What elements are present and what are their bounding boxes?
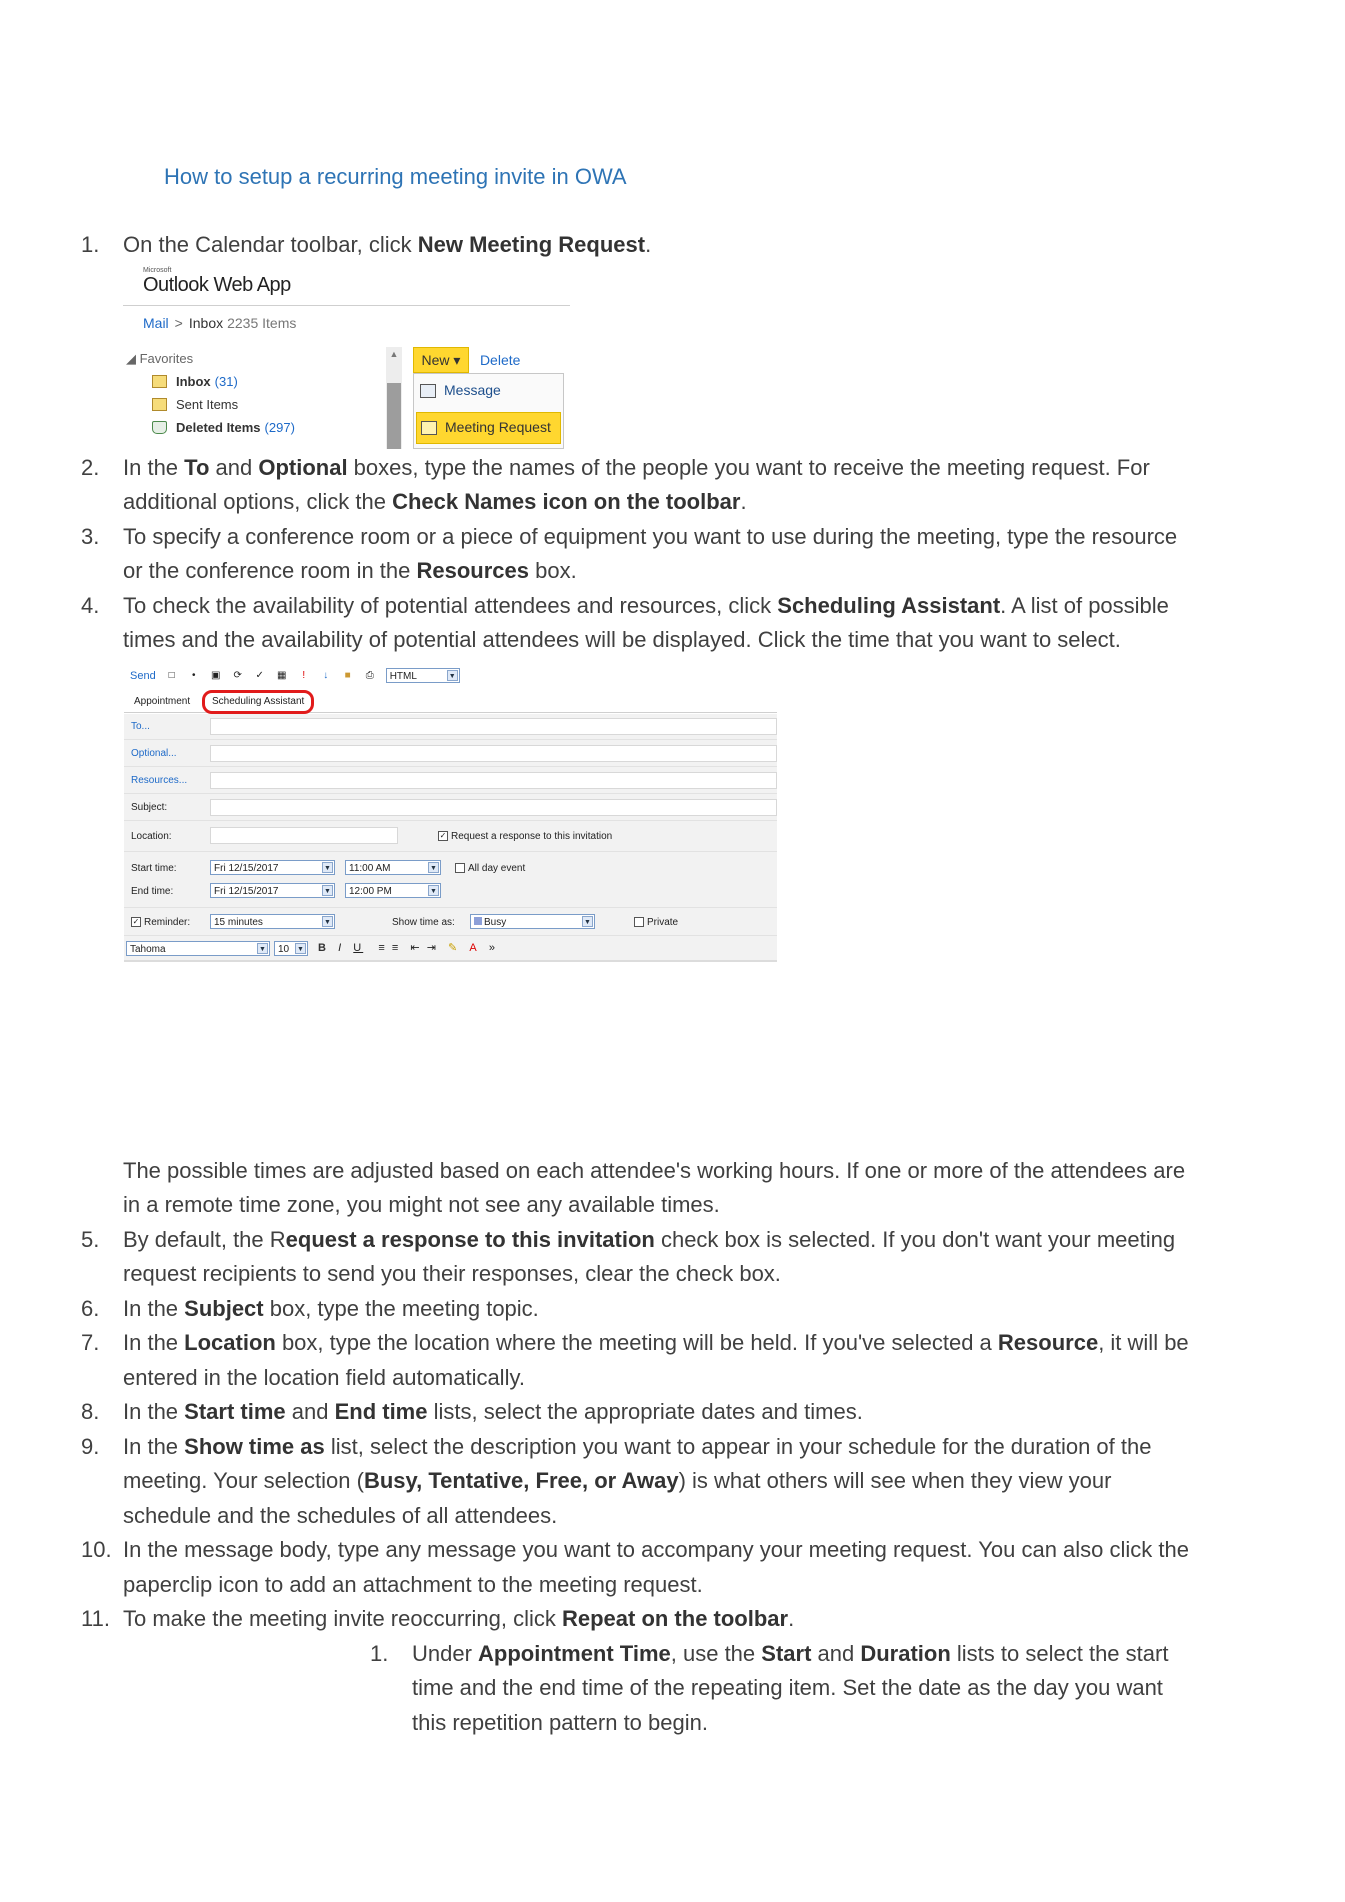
print-icon[interactable]: ⎙ [365,669,374,681]
start-date-select[interactable]: Fri 12/15/2017 ▼ [210,860,335,875]
step-5: 5. By default, the Request a response to this invitation check box is selected. If you don't want your meeting request recipients to send you their responses, clear the check box. [81,1226,1176,1286]
owa-mailbox-screenshot [123,267,570,449]
start-time-label: Start time: [131,862,177,874]
to-input[interactable] [210,718,777,735]
scroll-up-icon[interactable]: ▲ [389,348,399,359]
outlook-logo: Microsoft Outlook Web App [143,266,291,296]
recycle-bin-icon [152,421,167,434]
resources-label[interactable]: Resources... [131,774,188,786]
optional-input[interactable] [210,745,777,762]
breadcrumb-inbox: Inbox [188,314,224,331]
request-response-checkbox[interactable]: ✓ Request a response to this invitation [439,830,613,842]
instruction-list [0,228,1200,1740]
step-11-substep-1: 1. Under Appointment Time, use the Start and Duration lists to select the start time and the end time of the repeating item. Set the date as the day you want this repetition pattern to begin. [370,1640,1169,1735]
insert-image-icon[interactable]: ▣ [210,669,221,681]
menu-item-message[interactable]: Message [414,374,563,408]
format-select[interactable]: HTML ▼ [386,668,460,683]
meeting-form-screenshot [124,664,777,964]
breadcrumb-mail-link[interactable]: Mail [143,314,169,331]
end-time-select[interactable]: 12:00 PM ▼ [345,883,441,898]
all-day-checkbox[interactable]: All day event [455,862,525,876]
subject-label: Subject: [131,801,168,813]
reminder-row [124,908,777,936]
categories-icon[interactable]: ■ [344,669,351,681]
optional-row [124,740,777,767]
scroll-thumb[interactable] [387,383,401,449]
high-importance-icon[interactable]: ! [302,669,306,681]
folder-inbox[interactable]: Inbox (31) [123,370,295,393]
reminder-checkbox[interactable]: ✓ Reminder: [132,916,191,928]
step-11: 11. To make the meeting invite reoccurring, click Repeat on the toolbar. [81,1606,795,1631]
to-label[interactable]: To... [131,720,150,732]
step-9: 9. In the Show time as list, select the description you want to appear in your schedule for the duration of the meeting. Your selection (Busy, Tentative, Free, or Away) is what others will see when they view your schedule and the schedules of all attendees. [81,1433,1152,1528]
underline-button[interactable]: U [353,941,364,954]
font-color-icon[interactable]: A [469,941,479,954]
sent-folder-icon [152,398,167,411]
font-select[interactable]: Tahoma ▼ [126,941,270,956]
step-3: 3. To specify a conference room or a piece of equipment you want to use during the meeting, type the resource or the conference room in the Resources box. [81,523,1178,583]
step-6: 6. In the Subject box, type the meeting topic. [81,1295,539,1321]
resources-row [124,767,777,794]
start-time-select[interactable]: 11:00 AM ▼ [345,860,441,875]
step-10: 10. In the message body, type any message you want to accompany your meeting request. You can also click the paperclip icon to add an attachment to the meeting request. [81,1537,1189,1597]
more-options-icon[interactable]: » [488,941,497,954]
font-size-select[interactable]: 10 ▼ [274,941,308,956]
save-icon[interactable]: □ [168,669,175,681]
location-row [124,821,777,852]
show-time-as-label: Show time as: [392,916,455,928]
page-title: How to setup a recurring meeting invite in OWA [164,164,627,189]
location-input[interactable] [210,827,398,844]
form-tabs [124,690,777,713]
subject-input[interactable] [210,799,777,816]
tab-appointment[interactable]: Appointment [134,695,191,707]
end-time-label: End time: [131,885,174,897]
step-1: 1. On the Calendar toolbar, click New Meeting Request. Microsoft Outlook Web App Mail > Inbox 2235 Items ◢ Favorites Inbox (31) Sent Items Deleted Items (297) ▲ Delete New ▾ Message Meeting Request [0,228,1200,449]
breadcrumb: Mail > Inbox 2235 Items [143,314,297,331]
chevron-down-icon: ▼ [447,670,458,681]
folder-sent-items[interactable]: Sent Items [123,393,295,416]
numbering-icon[interactable]: ≡ [391,941,401,954]
step-2: 2. In the To and Optional boxes, type the names of the people you want to receive the meeting request. For additional options, click the Check Names icon on the toolbar. [81,454,1150,514]
message-icon [420,384,436,398]
attach-paperclip-icon[interactable]: • [191,669,196,681]
form-toolbar [124,664,777,688]
step-7: 7. In the Location box, type the location where the meeting will be held. If you've selected a Resource, it will be entered in the location field automatically. [81,1330,1189,1390]
end-date-select[interactable]: Fri 12/15/2017 ▼ [210,883,335,898]
check-names-icon[interactable]: ✓ [255,669,264,681]
highlight-icon[interactable]: ✎ [448,941,460,954]
reminder-select[interactable]: 15 minutes ▼ [210,914,335,929]
bullets-icon[interactable]: ≡ [378,941,387,954]
resources-input[interactable] [210,772,777,789]
show-time-as-select[interactable]: Busy ▼ [470,914,595,929]
address-book-icon[interactable]: ▦ [276,669,287,681]
menu-item-meeting-request[interactable]: Meeting Request [416,412,561,444]
item-count: 2235 Items [227,314,297,331]
folder-tree [123,347,295,439]
indent-icon[interactable]: ⇥ [426,941,438,954]
inbox-folder-icon [152,375,167,388]
new-button[interactable]: New ▾ [413,347,469,373]
time-rows [124,852,777,908]
to-row [124,714,777,740]
format-toolbar [124,936,777,962]
private-checkbox[interactable]: Private [634,916,678,930]
optional-label[interactable]: Optional... [131,747,177,759]
favorites-header[interactable]: ◢ Favorites [126,350,194,366]
italic-button[interactable]: I [338,941,344,954]
new-dropdown-menu [413,373,564,449]
low-importance-icon[interactable]: ↓ [323,669,329,681]
outdent-icon[interactable]: ⇤ [410,941,422,954]
location-label: Location: [131,830,172,842]
step-8: 8. In the Start time and End time lists, select the appropriate dates and times. [81,1399,863,1424]
subject-row [124,794,777,821]
folder-scrollbar[interactable] [386,347,402,449]
repeat-icon[interactable]: ⟳ [233,669,242,681]
bold-button[interactable]: B [318,941,328,954]
step-4-note: The possible times are adjusted based on each attendee's working hours. If one or more of the attendees are in a remote time zone, you might not see any available times. [123,1157,1186,1217]
send-button[interactable]: Send [130,669,156,682]
tab-scheduling-assistant[interactable]: Scheduling Assistant [202,690,314,714]
delete-button[interactable]: Delete [479,351,521,368]
folder-deleted-items[interactable]: Deleted Items (297) [123,416,295,439]
calendar-icon [421,421,437,435]
step-4: 4. To check the availability of potential attendees and resources, click Scheduling Assistant. A list of possible times and the availability of potential attendees will be displayed. Click the time that you want to select. Send □ • ▣ ⟳ ✓ ▦ ! ↓ ■ ⎙ HTML ▼ Appointment Scheduling Assistant To... Optional... Resources... Subject: Location: ✓ Request a response to this invitation Start time: Fri 12/15/2017 ▼ 11:00 AM ▼ All day event End time: Fri 12/15/2017 ▼ 12:00 PM ▼ ✓ Reminder: 15 minutes ▼ Show time as: Busy ▼ Private Tahoma ▼ 10 ▼ B I U ≡ ≡ ⇤ ⇥ ✎ A » [0,589,1200,1154]
